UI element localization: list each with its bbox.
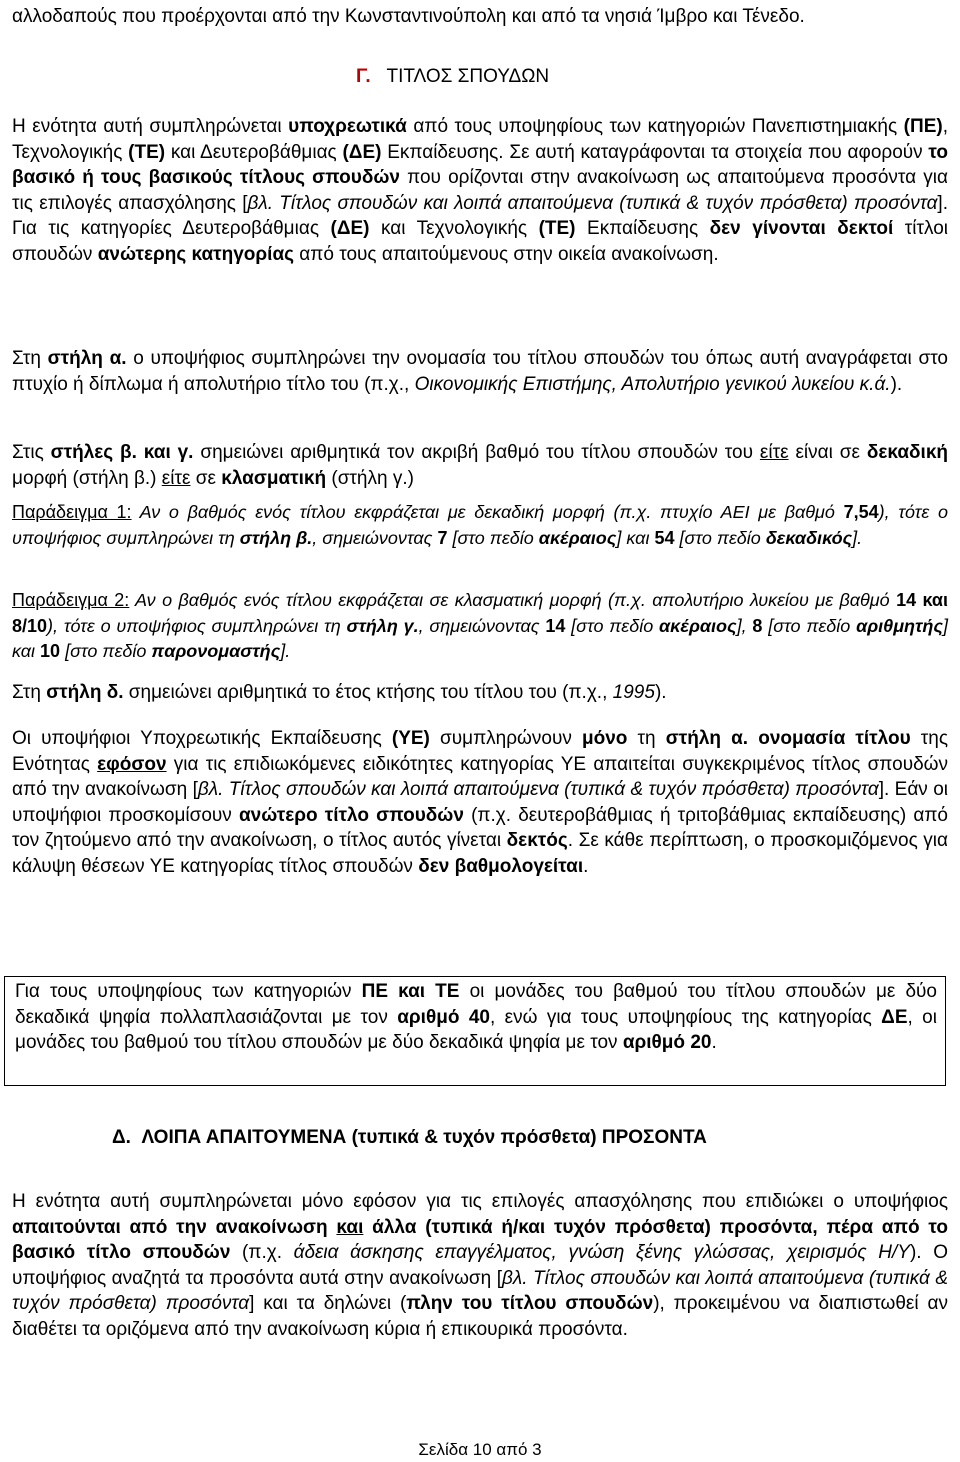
text: ), προκειμένου να διαπιστωθεί αν διαθέτει τα οριζόμενα από την ανακοίνωση κύρια ή επικουρικά προσόντα. bbox=[12, 1293, 948, 1340]
section-d-heading bbox=[112, 1127, 707, 1149]
text: 7,54 bbox=[843, 502, 879, 522]
section-g-paragraph-1 bbox=[12, 114, 948, 267]
text: 14 και 8/10 bbox=[12, 590, 948, 636]
text: ] και bbox=[616, 527, 655, 548]
text: από τους υποψηφίους των κατηγοριών Πανεπιστημιακής bbox=[406, 116, 904, 137]
text: (ΔΕ) bbox=[342, 141, 382, 163]
text: Η ενότητα αυτή συμπληρώνεται bbox=[12, 116, 289, 137]
text: [στο πεδίο bbox=[60, 641, 152, 661]
section-g-paragraph-2 bbox=[12, 346, 948, 397]
text: ]. bbox=[280, 641, 291, 661]
text: και bbox=[336, 1216, 364, 1238]
text: σε bbox=[190, 467, 222, 489]
text bbox=[363, 1217, 372, 1238]
text: , ενώ για τους υποψηφίους της κατηγορίας bbox=[489, 1006, 882, 1028]
text: ακέραιος bbox=[659, 615, 737, 636]
text: είναι σε bbox=[788, 442, 867, 463]
text: Στις bbox=[12, 442, 51, 463]
note-box-text bbox=[15, 979, 937, 1056]
text: μόνο bbox=[581, 728, 628, 749]
text: (ΔΕ) bbox=[330, 218, 370, 239]
text: 10 bbox=[40, 641, 61, 661]
text: Οι υποψήφιοι Υποχρεωτικής Εκπαίδευσης bbox=[12, 728, 392, 749]
text: ). bbox=[890, 373, 903, 395]
section-g-paragraph-5 bbox=[12, 726, 948, 879]
page-number: Σελίδα 10 από 3 bbox=[418, 1440, 542, 1459]
text: αριθμητής bbox=[856, 615, 943, 636]
text: ). Ο υποψήφιος αναζητά τα προσόντα αυτά στην ανακοίνωση [ bbox=[12, 1242, 949, 1289]
text: τη bbox=[627, 728, 666, 749]
text: Εκπαίδευσης bbox=[575, 218, 710, 239]
text: ΔΕ bbox=[881, 1006, 908, 1028]
text: είτε bbox=[759, 442, 789, 463]
section-g-heading bbox=[356, 66, 549, 88]
text: εφόσον bbox=[97, 753, 167, 775]
section-title: ΤΙΤΛΟΣ ΣΠΟΥΔΩΝ bbox=[386, 66, 550, 87]
text: αριθμό 20 bbox=[622, 1032, 712, 1053]
section-title: ΛΟΙΠΑ ΑΠΑΙΤΟΥΜΕΝΑ (τυπικά & τυχόν πρόσθετα) ΠΡΟΣΟΝΤΑ bbox=[141, 1127, 707, 1148]
text: Εκπαίδευσης. Σε αυτή καταγράφονται τα στοιχεία που αφορούν bbox=[381, 141, 929, 163]
text: (στήλη γ.) bbox=[326, 467, 414, 489]
text: 14 bbox=[545, 615, 566, 636]
text: ] και bbox=[12, 615, 948, 661]
text: 1995 bbox=[612, 682, 655, 703]
text: συμπληρώνουν bbox=[429, 728, 582, 749]
text: 54 bbox=[654, 527, 675, 548]
text: σημειώνει αριθμητικά το έτος κτήσης του τίτλου του (π.χ., bbox=[123, 682, 613, 703]
text: και Δευτεροβάθμιας bbox=[165, 141, 343, 163]
text: της Ενότητας bbox=[12, 728, 948, 775]
text: ). bbox=[654, 682, 667, 703]
text: Οικονομικής Επιστήμης, Απολυτήριο γενικού λυκείου κ.ά. bbox=[414, 373, 891, 395]
text: δεν βαθμολογείται bbox=[418, 855, 584, 877]
text: ΠΕ και ΤΕ bbox=[361, 981, 460, 1002]
section-letter: Δ. bbox=[112, 1127, 131, 1148]
text: βλ. Τίτλος σπουδών και λοιπά απαιτούμενα (τυπικά & τυχόν πρόσθετα) προσόντα bbox=[247, 192, 938, 214]
text: από τους απαιτούμενους στην οικεία ανακοίνωση. bbox=[294, 243, 719, 265]
text: πλην του τίτλου σπουδών bbox=[406, 1293, 654, 1314]
text: οι μονάδες του βαθμού του τίτλου σπουδών με δύο δεκαδικά ψηφία πολλαπλασιάζονται με τον bbox=[15, 981, 937, 1028]
text: δεκτός bbox=[506, 830, 568, 851]
text: Στη bbox=[12, 682, 47, 703]
text: (ΥΕ) bbox=[391, 728, 430, 749]
text: (π.χ. bbox=[230, 1242, 294, 1263]
text: βλ. Τίτλος σπουδών και λοιπά απαιτούμενα (τυπικά & τυχόν πρόσθετα) προσόντα bbox=[12, 1267, 948, 1314]
text: . bbox=[711, 1032, 717, 1053]
text: είτε bbox=[161, 467, 191, 489]
text: ακέραιος bbox=[538, 527, 617, 548]
text: (ΤΕ) bbox=[128, 141, 166, 163]
text: [στο πεδίο bbox=[674, 527, 766, 548]
text: το βασικό ή τους βασικούς τίτλους σπουδών bbox=[12, 141, 948, 188]
text: τίτλοι σπουδών bbox=[12, 218, 948, 265]
text: στήλη α. ονομασία τίτλου bbox=[665, 728, 911, 749]
text: ), τότε ο υποψήφιος συμπληρώνει τη bbox=[12, 502, 948, 548]
page-footer bbox=[0, 1440, 960, 1460]
text: ανώτερο τίτλο σπουδών bbox=[238, 804, 464, 826]
text: σημειώνει αριθμητικά τον ακριβή βαθμό του τίτλου σπουδών του bbox=[193, 442, 760, 463]
text: Αν ο βαθμός ενός τίτλου εκφράζεται με δεκαδική μορφή (π.χ. πτυχίο ΑΕΙ με βαθμό bbox=[131, 502, 844, 522]
note-box bbox=[4, 976, 946, 1086]
text: 7 bbox=[437, 527, 448, 548]
section-letter: Γ. bbox=[356, 66, 371, 87]
intro-text: αλλοδαπούς που προέρχονται από την Κωνσταντινούπολη και από τα νησιά Ίμβρο και Τένεδο. bbox=[12, 6, 805, 27]
text: που ορίζονται στην ανακοίνωση ως απαιτούμενα προσόντα για τις επιλογές απασχόλησης [ bbox=[12, 167, 949, 214]
text: μορφή (στήλη β.) bbox=[12, 467, 162, 489]
text: Για τους υποψηφίους των κατηγοριών bbox=[15, 981, 362, 1002]
text: δεκαδικός bbox=[765, 527, 853, 548]
text: (ΤΕ) bbox=[538, 218, 576, 239]
text: , οι μονάδες του βαθμού του τίτλου σπουδών με δύο δεκαδικά ψηφία με τον bbox=[15, 1006, 937, 1053]
text: για τις επιδιωκόμενες ειδικότητες κατηγορίας ΥΕ απαιτείται συγκεκριμένος τίτλος σπουδών από την ανακοίνωση [ bbox=[12, 753, 949, 800]
text: (ΠΕ) bbox=[903, 116, 943, 137]
text: ), τότε ο υποψήφιος συμπληρώνει τη bbox=[47, 615, 347, 636]
section-g-paragraph-4 bbox=[12, 680, 948, 706]
text: , Τεχνολογικής bbox=[12, 116, 948, 163]
text: βλ. Τίτλος σπουδών και λοιπά απαιτούμενα (τυπικά & τυχόν πρόσθετα) προσόντα bbox=[197, 779, 879, 800]
text: παρονομαστής bbox=[151, 641, 281, 661]
text: στήλες β. και γ. bbox=[50, 442, 194, 463]
text: δεν γίνονται δεκτοί bbox=[709, 218, 894, 239]
example-2-paragraph bbox=[12, 588, 948, 665]
text: απαιτούνται από την ανακοίνωση bbox=[12, 1216, 328, 1238]
text: Στη bbox=[12, 348, 48, 369]
text: στήλη β. bbox=[239, 527, 313, 548]
text: Η ενότητα αυτή συμπληρώνεται μόνο εφόσον για τις επιλογές απασχόλησης που επιδιώκει ο υποψήφιος bbox=[12, 1191, 948, 1212]
text: ανώτερης κατηγορίας bbox=[97, 243, 294, 265]
text: 8 bbox=[752, 615, 763, 636]
example-label: Παράδειγμα 1: bbox=[12, 502, 132, 522]
text: ]. Εάν οι υποψήφιοι προσκομίσουν bbox=[12, 779, 948, 826]
text: ο υποψήφιος συμπληρώνει την ονομασία του τίτλου σπουδών του όπως αυτή αναγράφεται στο πτυχίο ή δίπλωμα ή απολυτήριο τίτλο του (π.χ., bbox=[12, 348, 949, 395]
text: στήλη δ. bbox=[46, 682, 124, 703]
text: άδεια άσκησης επαγγέλματος, γνώση ξένης γλώσσας, χειρισμός Η/Υ bbox=[293, 1242, 910, 1263]
text: . bbox=[583, 855, 589, 877]
text: στήλη γ. bbox=[346, 615, 419, 636]
section-d-paragraph-1 bbox=[12, 1189, 948, 1342]
text: και Τεχνολογικής bbox=[369, 218, 539, 239]
text: Αν ο βαθμός ενός τίτλου εκφράζεται σε κλασματική μορφή (π.χ. απολυτήριο λυκείου με βαθμό bbox=[129, 590, 897, 610]
example-1-paragraph bbox=[12, 500, 948, 551]
text: κλασματική bbox=[221, 467, 327, 489]
text: [στο πεδίο bbox=[565, 615, 660, 636]
text: [στο πεδίο bbox=[447, 527, 539, 548]
text: ]. Για τις κατηγορίες Δευτεροβάθμιας bbox=[12, 192, 948, 239]
text: , σημειώνοντας bbox=[312, 527, 438, 548]
text: δεκαδική bbox=[866, 442, 949, 463]
text: ]. bbox=[852, 527, 863, 548]
text: (π.χ. δευτεροβάθμιας ή τριτοβάθμιας εκπαίδευσης) από τον ζητούμενο από την ανακοίνωση, ο τίτλος αυτός γίνεται bbox=[12, 804, 949, 851]
text: [στο πεδίο bbox=[762, 615, 857, 636]
intro-paragraph bbox=[12, 4, 948, 30]
text: ], bbox=[736, 615, 753, 636]
text: στήλη α. bbox=[47, 348, 127, 369]
text: αριθμό 40 bbox=[397, 1006, 490, 1028]
text: ] και τα δηλώνει ( bbox=[249, 1293, 407, 1314]
example-label: Παράδειγμα 2: bbox=[12, 590, 130, 610]
text: υποχρεωτικά bbox=[288, 116, 407, 137]
text: , σημειώνοντας bbox=[418, 615, 546, 636]
text: . Σε κάθε περίπτωση, ο προσκομιζόμενος για κάλυψη θέσεων ΥΕ κατηγορίας τίτλος σπουδών bbox=[12, 830, 948, 877]
text: άλλα (τυπικά ή/και τυχόν πρόσθετα) προσόντα, πέρα από το βασικό τίτλο σπουδών bbox=[12, 1216, 948, 1263]
section-g-paragraph-3 bbox=[12, 440, 948, 491]
